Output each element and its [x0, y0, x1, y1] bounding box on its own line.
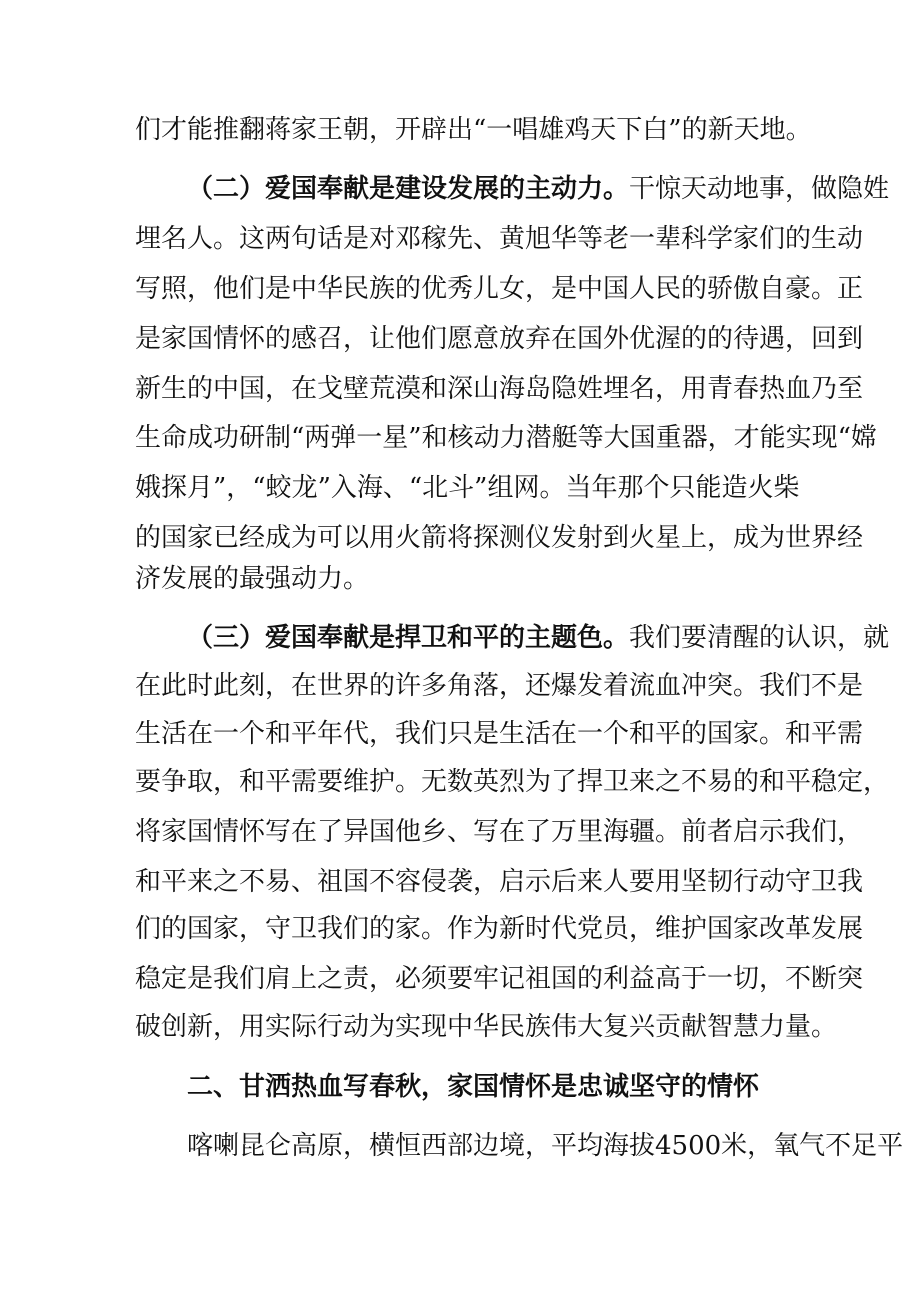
paragraph-line: 们才能推翻蒋家王朝，开辟出“一唱雄鸡天下白”的新天地。 — [135, 115, 812, 145]
paragraph-line: 破创新，用实际行动为实现中华民族伟大复兴贡献智慧力量。 — [135, 1012, 838, 1042]
paragraph-lead-sentence: （二）爱国奉献是建设发展的主动力。 — [187, 174, 630, 204]
paragraph-line — [187, 621, 890, 655]
paragraph-line: 和平来之不易、祖国不容侵袭，启示后来人要用坚韧行动守卫我 — [135, 867, 864, 897]
paragraph-line: 稳定是我们肩上之责，必须要牢记祖国的利益高于一切，不断突 — [135, 964, 864, 994]
paragraph-line: 喀喇昆仑高原，横恒西部边境，平均海拔4500米，氧气不足平 — [187, 1131, 904, 1161]
paragraph-line: 在此时此刻，在世界的许多角落，还爆发着流血冲突。我们不是 — [135, 671, 864, 701]
paragraph-line: 埋名人。这两句话是对邓稼先、黄旭华等老一辈科学家们的生动 — [135, 224, 864, 254]
paragraph-line — [187, 172, 890, 206]
paragraph-lead-sentence: （三）爱国奉献是捍卫和平的主题色。 — [187, 623, 630, 653]
paragraph-line: 要争取，和平需要维护。无数英烈为了捍卫来之不易的和平稳定， — [135, 767, 890, 797]
paragraph-line: 们的国家，守卫我们的家。作为新时代党员，维护国家改革发展 — [135, 914, 864, 944]
paragraph-line: 写照，他们是中华民族的优秀儿女，是中国人民的骄傲自豪。正 — [135, 274, 864, 304]
paragraph-line: 的国家已经成为可以用火箭将探测仪发射到火星上，成为世界经 — [135, 523, 864, 553]
paragraph-line: 生命成功研制“两弹一星”和核动力潜艇等大国重器，才能实现“嫦 — [135, 423, 877, 453]
paragraph-line: 娥探月”，“蛟龙”入海、“北斗”组网。当年那个只能造火柴 — [135, 473, 800, 503]
paragraph-line: 是家国情怀的感召，让他们愿意放弃在国外优渥的的待遇，回到 — [135, 324, 864, 354]
paragraph-line: 新生的中国，在戈壁荒漠和深山海岛隐姓埋名，用青春热血乃至 — [135, 374, 864, 404]
paragraph-line: 生活在一个和平年代，我们只是生活在一个和平的国家。和平需 — [135, 719, 864, 749]
section-heading: 二、甘洒热血写春秋，家国情怀是忠诚坚守的情怀 — [187, 1072, 760, 1102]
paragraph-text: 我们要清醒的认识，就 — [629, 623, 890, 653]
paragraph-line: 将家国情怀写在了异国他乡、写在了万里海疆。前者启示我们， — [135, 817, 864, 847]
paragraph-line: 济发展的最强动力。 — [135, 564, 370, 594]
paragraph-text: 干惊天动地事，做隐姓 — [629, 174, 890, 204]
